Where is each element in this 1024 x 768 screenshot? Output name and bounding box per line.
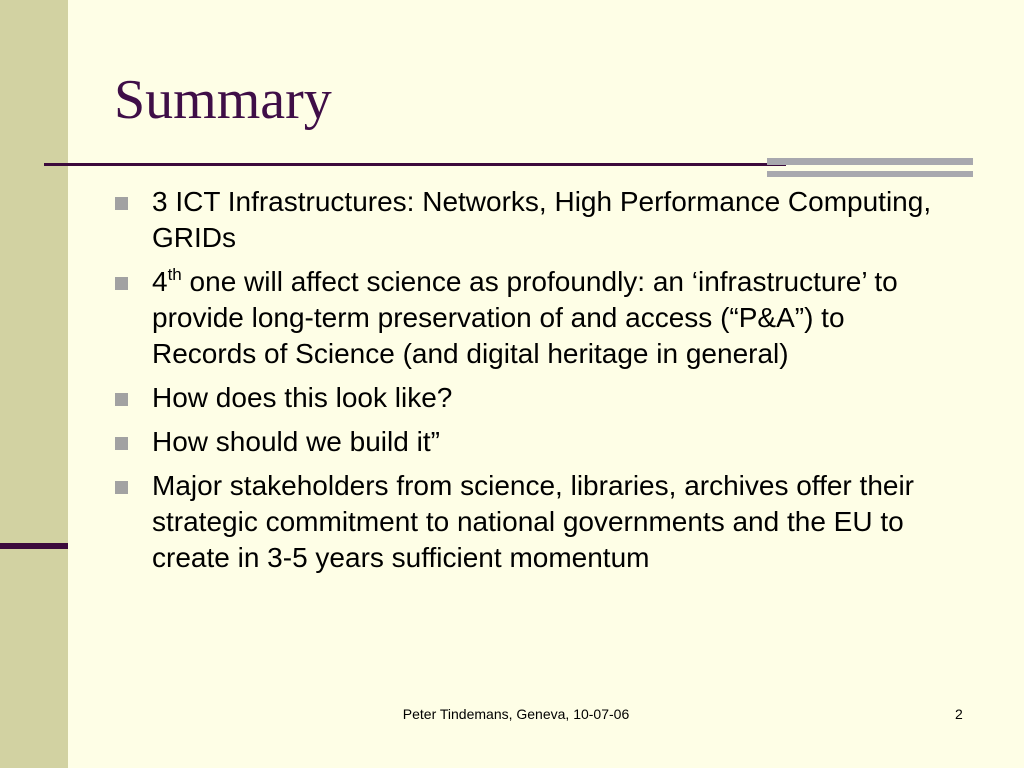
square-bullet-icon <box>115 481 128 494</box>
bullet-list <box>112 184 942 584</box>
bullet-item <box>112 184 942 256</box>
square-bullet-icon <box>115 437 128 450</box>
bullet-lead: 4 <box>152 266 168 297</box>
footer <box>0 706 1024 722</box>
bullet-text: one will affect science as profoundly: an ‘infrastructure’ to provide long-term preservation of and access (“P&A”) to Records of Science (and digital heritage in general) <box>152 266 898 369</box>
bullet-item <box>112 264 942 372</box>
bullet-superscript: th <box>167 265 182 284</box>
slide-title: Summary <box>114 69 332 131</box>
footer-text: Peter Tindemans, Geneva, 10-07-06 <box>402 706 630 722</box>
bullet-text: Major stakeholders from science, libraries, archives offer their strategic commitment to national governments and the EU to create in 3-5 years sufficient momentum <box>152 470 915 573</box>
page-number: 2 <box>955 706 963 722</box>
bullet-text: 3 ICT Infrastructures: Networks, High Performance Computing, GRIDs <box>152 186 932 253</box>
decorative-bar-lower <box>767 171 973 177</box>
bullet-item <box>112 468 942 576</box>
title-underline <box>44 163 786 166</box>
decorative-bar-upper <box>767 158 973 165</box>
bullet-text: How should we build it” <box>152 426 440 457</box>
square-bullet-icon <box>115 393 128 406</box>
bullet-text: How does this look like? <box>152 382 453 413</box>
square-bullet-icon <box>115 277 128 290</box>
bullet-item <box>112 424 942 460</box>
sidebar-divider <box>0 543 68 549</box>
left-sidebar-band <box>0 0 68 768</box>
square-bullet-icon <box>115 197 128 210</box>
bullet-item <box>112 380 942 416</box>
